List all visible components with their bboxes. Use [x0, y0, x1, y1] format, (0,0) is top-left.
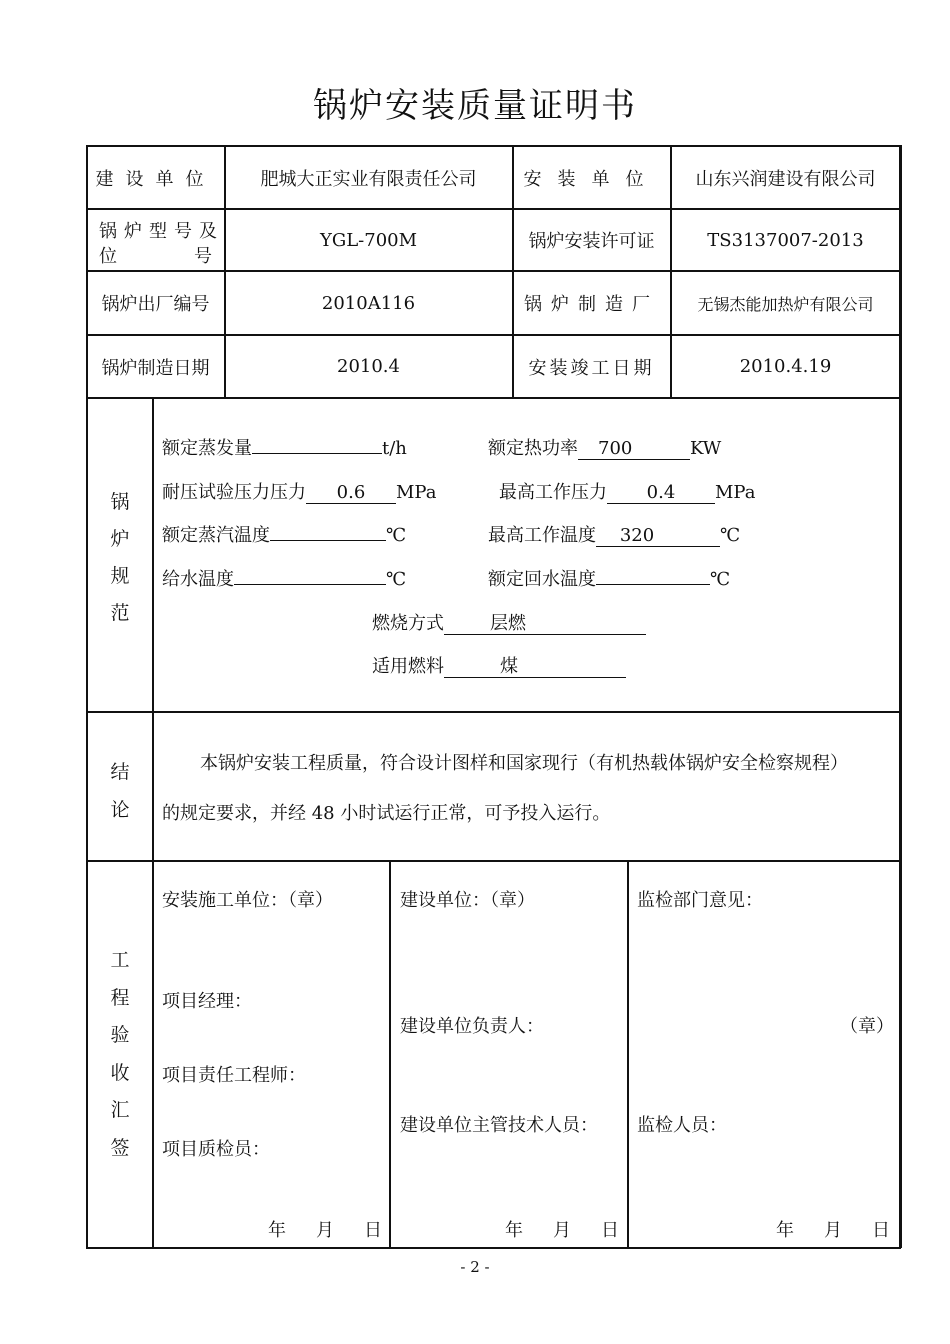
- rated-evaporation-value: [252, 453, 382, 454]
- model-label-line2a: 位: [99, 246, 117, 267]
- spec-side-char: 锅: [110, 491, 130, 513]
- owner-leader-label: 建设单位负责人：: [400, 1016, 544, 1037]
- signoff-side-char: 程: [110, 986, 130, 1009]
- construction-unit-value: 肥城大正实业有限责任公司: [260, 168, 477, 190]
- conclusion-line-1: 本锅炉安装工程质量，符合设计图样和国家现行（有机热载体锅炉安全检察规程）: [200, 753, 848, 774]
- spec-side-char: 炉: [110, 528, 130, 550]
- conclusion-side-char: 论: [110, 799, 130, 821]
- install-license-label: 锅炉安装许可证: [528, 231, 655, 252]
- quality-inspector-label: 项目质检员：: [162, 1139, 270, 1160]
- spec-side-char: 范: [110, 602, 130, 624]
- install-license-value: TS3137007-2013: [707, 229, 864, 251]
- max-working-pressure-value: 0.4: [607, 483, 715, 504]
- manufacturer-label: 锅炉制造厂: [524, 294, 659, 315]
- rated-steam-temp-unit: ℃: [386, 525, 407, 546]
- signoff-side-char: 验: [110, 1024, 130, 1046]
- completion-date-label: 安装竣工日期: [528, 357, 655, 379]
- signoff-side-char: 工: [110, 949, 130, 971]
- project-engineer-label: 项目责任工程师：: [162, 1065, 306, 1086]
- spec-side-char: 规: [110, 565, 130, 587]
- owner-tech-label: 建设单位主管技术人员：: [400, 1115, 598, 1136]
- rated-heat-power-unit: KW: [690, 438, 722, 459]
- owner-seal-title: 建设单位：（章）: [400, 890, 535, 911]
- supervision-seal: （章）: [840, 1016, 894, 1037]
- max-working-temp: 最高工作温度 320 ℃: [488, 525, 741, 546]
- combustion-method: 燃烧方式 层燃: [372, 609, 646, 635]
- supervision-inspector-label: 监检人员：: [637, 1115, 727, 1136]
- test-pressure-value: 0.6: [306, 483, 396, 504]
- max-working-temp-value: 320: [596, 526, 720, 547]
- model-label-line2b: 号: [194, 246, 212, 267]
- conclusion-side-char: 结: [110, 761, 130, 783]
- supervision-opinion-title: 监检部门意见：: [637, 890, 763, 911]
- rated-steam-temp-value: [270, 540, 386, 541]
- test-pressure-unit: MPa: [396, 482, 437, 503]
- project-manager-label: 项目经理：: [162, 991, 252, 1012]
- applicable-fuel: 适用燃料 煤: [372, 652, 626, 678]
- signoff-side-char: 签: [110, 1136, 130, 1159]
- conclusion-line-2: 的规定要求，并经 48 小时试运行正常，可予投入运行。: [162, 803, 611, 824]
- owner-date: 年 月 日: [505, 1220, 619, 1241]
- conclusion-side-label: [100, 753, 140, 829]
- rated-return-temp-value: [596, 584, 710, 585]
- serial-number-label: 锅炉出厂编号: [101, 294, 210, 315]
- install-unit-value: 山东兴润建设有限公司: [695, 168, 876, 190]
- page-title: 锅炉安装质量证明书: [313, 86, 637, 126]
- manufacture-date-label: 锅炉制造日期: [101, 357, 210, 379]
- construction-unit-label: 建设单位: [95, 168, 216, 190]
- installer-date: 年 月 日: [268, 1220, 382, 1241]
- rated-heat-power-value: 700: [578, 439, 690, 460]
- rated-return-temp: 额定回水温度 ℃: [488, 569, 731, 590]
- page-number: - 2 -: [460, 1258, 490, 1276]
- rated-evaporation: 额定蒸发量 t/h: [162, 438, 407, 459]
- applicable-fuel-value: 煤: [444, 657, 626, 678]
- rated-steam-temp: 额定蒸汽温度 ℃: [162, 525, 407, 546]
- boiler-model-value: YGL-700M: [319, 229, 418, 251]
- manufacturer-value: 无锡杰能加热炉有限公司: [697, 294, 874, 314]
- manufacture-date-value: 2010.4: [337, 356, 400, 377]
- installer-seal-title: 安装施工单位：（章）: [162, 890, 333, 911]
- model-label-line1: 锅炉型号及: [99, 221, 224, 242]
- feed-water-temp: 给水温度 ℃: [162, 569, 407, 590]
- test-pressure: 耐压试验压力压力 0.6 MPa: [162, 482, 437, 503]
- rated-return-temp-unit: ℃: [710, 569, 731, 590]
- serial-number-value: 2010A116: [321, 292, 416, 314]
- signoff-side-char: 汇: [110, 1099, 130, 1121]
- install-unit-label: 安装单位: [523, 168, 660, 190]
- feed-water-temp-value: [234, 584, 386, 585]
- rated-evaporation-unit: t/h: [382, 438, 407, 459]
- max-working-pressure: 最高工作压力 0.4 MPa: [499, 482, 756, 503]
- signoff-side-char: 收: [110, 1061, 130, 1084]
- supervision-date: 年 月 日: [776, 1220, 890, 1241]
- combustion-method-value: 层燃: [444, 614, 646, 635]
- rated-heat-power: 额定热功率 700 KW: [488, 438, 722, 459]
- max-working-temp-unit: ℃: [720, 525, 741, 546]
- spec-side-label: [100, 484, 140, 632]
- max-working-pressure-unit: MPa: [715, 482, 756, 503]
- feed-water-temp-unit: ℃: [386, 569, 407, 590]
- completion-date-value: 2010.4.19: [739, 356, 832, 377]
- signoff-side-label: [100, 942, 140, 1167]
